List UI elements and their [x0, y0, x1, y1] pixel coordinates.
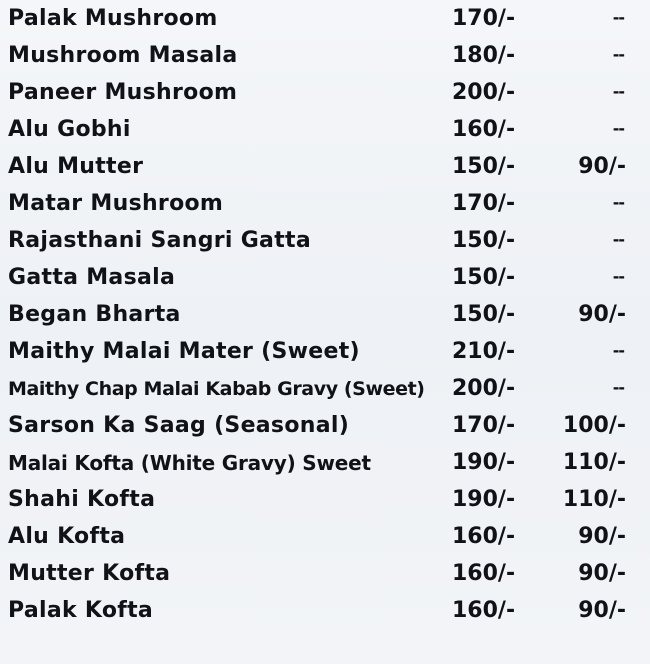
- full-price: 160/-: [452, 598, 516, 623]
- dish-name: Alu Mutter: [8, 154, 144, 179]
- menu-row: [0, 337, 650, 374]
- dish-name: Gatta Masala: [8, 265, 176, 290]
- menu-row: [0, 189, 650, 226]
- menu-row: [0, 448, 650, 485]
- full-price: 150/-: [452, 265, 516, 290]
- dish-name: Maithy Malai Mater (Sweet): [8, 339, 360, 364]
- menu-row: [0, 226, 650, 263]
- dish-name: Mutter Kofta: [8, 561, 171, 586]
- half-price: 90/-: [578, 524, 626, 549]
- dish-name: Alu Gobhi: [8, 117, 131, 142]
- full-price: 200/-: [452, 376, 516, 401]
- dish-name: Palak Mushroom: [8, 6, 218, 31]
- half-price: --: [612, 119, 624, 138]
- menu-list: [0, 4, 650, 633]
- menu-row: [0, 78, 650, 115]
- dish-name: Mushroom Masala: [8, 43, 238, 68]
- dish-name: Paneer Mushroom: [8, 80, 238, 105]
- full-price: 160/-: [452, 117, 516, 142]
- half-price: 110/-: [562, 450, 626, 475]
- menu-row: [0, 411, 650, 448]
- half-price: 90/-: [578, 154, 626, 179]
- full-price: 170/-: [452, 413, 516, 438]
- half-price: --: [612, 8, 624, 27]
- half-price: --: [612, 267, 624, 286]
- half-price: --: [612, 230, 624, 249]
- full-price: 160/-: [452, 561, 516, 586]
- full-price: 190/-: [452, 450, 516, 475]
- full-price: 150/-: [452, 154, 516, 179]
- half-price: --: [612, 378, 624, 397]
- full-price: 160/-: [452, 524, 516, 549]
- half-price: --: [612, 82, 624, 101]
- menu-row: [0, 596, 650, 633]
- half-price: --: [612, 193, 624, 212]
- full-price: 170/-: [452, 191, 516, 216]
- full-price: 170/-: [452, 6, 516, 31]
- full-price: 150/-: [452, 302, 516, 327]
- half-price: 90/-: [578, 598, 626, 623]
- half-price: 100/-: [562, 413, 626, 438]
- full-price: 180/-: [452, 43, 516, 68]
- half-price: --: [612, 341, 624, 360]
- full-price: 210/-: [452, 339, 516, 364]
- menu-row: [0, 485, 650, 522]
- menu-row: [0, 374, 650, 411]
- dish-name: Shahi Kofta: [8, 487, 156, 512]
- dish-name: Alu Kofta: [8, 524, 126, 549]
- dish-name: Matar Mushroom: [8, 191, 224, 216]
- full-price: 200/-: [452, 80, 516, 105]
- half-price: 90/-: [578, 302, 626, 327]
- menu-row: [0, 559, 650, 596]
- menu-row: [0, 4, 650, 41]
- menu-row: [0, 300, 650, 337]
- half-price: --: [612, 45, 624, 64]
- half-price: 90/-: [578, 561, 626, 586]
- menu-row: [0, 152, 650, 189]
- dish-name: Palak Kofta: [8, 598, 154, 623]
- full-price: 150/-: [452, 228, 516, 253]
- menu-row: [0, 263, 650, 300]
- dish-name: Rajasthani Sangri Gatta: [8, 228, 311, 253]
- full-price: 190/-: [452, 487, 516, 512]
- dish-name: Maithy Chap Malai Kabab Gravy (Sweet): [8, 378, 425, 400]
- dish-name: Began Bharta: [8, 302, 181, 327]
- half-price: 110/-: [562, 487, 626, 512]
- menu-row: [0, 522, 650, 559]
- menu-row: [0, 115, 650, 152]
- dish-name: Malai Kofta (White Gravy) Sweet: [8, 451, 371, 475]
- menu-row: [0, 41, 650, 78]
- dish-name: Sarson Ka Saag (Seasonal): [8, 413, 350, 438]
